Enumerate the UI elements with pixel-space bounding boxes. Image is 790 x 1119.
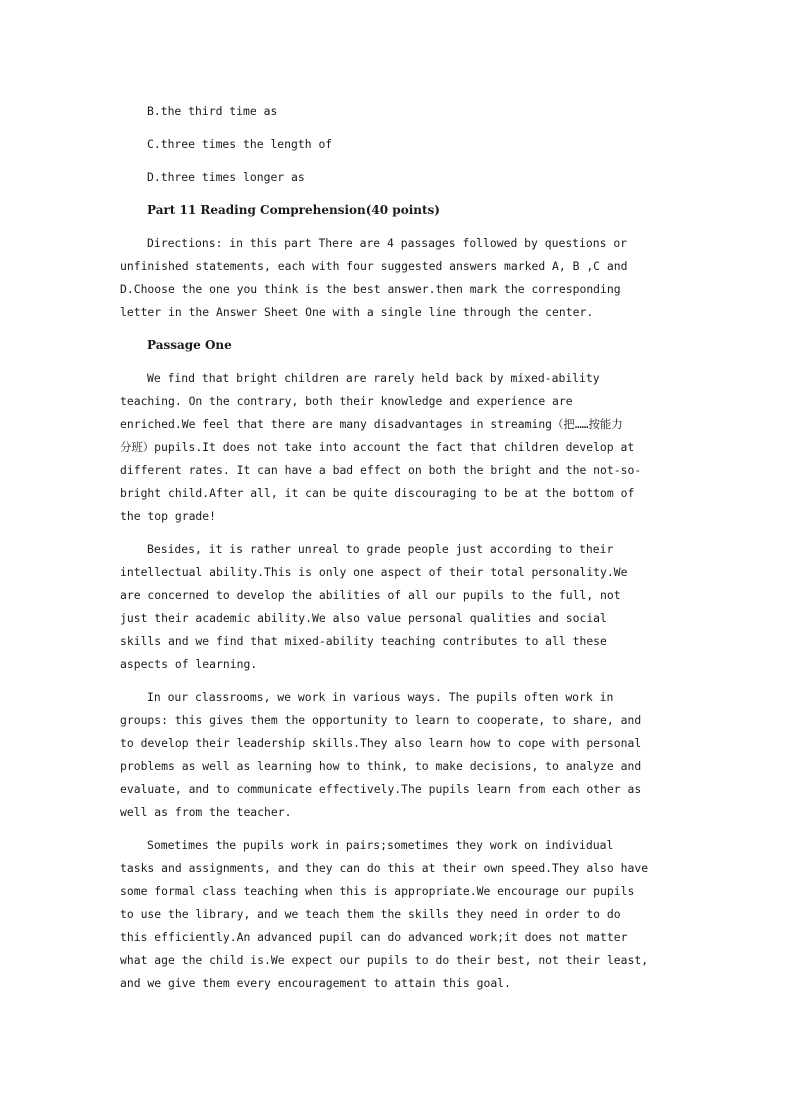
paragraph-line: bright child.After all, it can be quite discouraging to be at the bottom of bbox=[120, 486, 635, 500]
paragraph-line: just their academic ability.We also value personal qualities and social bbox=[120, 611, 607, 625]
paragraph-line: and we give them every encouragement to attain this goal. bbox=[120, 976, 511, 990]
paragraph-line: well as from the teacher. bbox=[120, 805, 292, 819]
paragraph-line: are concerned to develop the abilities of all our pupils to the full, not bbox=[120, 588, 621, 602]
paragraph-line: We find that bright children are rarely held back by mixed-ability bbox=[147, 371, 600, 385]
option-d: D.three times longer as bbox=[147, 170, 305, 184]
passage-paragraph-3 bbox=[120, 686, 665, 824]
paragraph-line: some formal class teaching when this is appropriate.We encourage our pupils bbox=[120, 884, 635, 898]
directions-line: unfinished statements, each with four suggested answers marked A, B ,C and bbox=[120, 259, 628, 273]
paragraph-line: aspects of learning. bbox=[120, 657, 258, 671]
paragraph-line: tasks and assignments, and they can do this at their own speed.They also have bbox=[120, 861, 649, 875]
passage-paragraph-1 bbox=[120, 367, 665, 528]
paragraph-line: what age the child is.We expect our pupils to do their best, not their least, bbox=[120, 953, 649, 967]
paragraph-line: groups: this gives them the opportunity to learn to cooperate, to share, and bbox=[120, 713, 642, 727]
directions-line: Directions: in this part There are 4 passages followed by questions or bbox=[147, 236, 628, 250]
part-heading: Part 11 Reading Comprehension(40 points) bbox=[147, 203, 440, 217]
directions-line: D.Choose the one you think is the best answer.then mark the corresponding bbox=[120, 282, 621, 296]
option-c: C.three times the length of bbox=[147, 137, 333, 151]
paragraph-line: 分班）pupils.It does not take into account the fact that children develop at bbox=[120, 440, 635, 454]
directions-paragraph bbox=[120, 232, 665, 324]
paragraph-line: skills and we find that mixed-ability teaching contributes to all these bbox=[120, 634, 607, 648]
paragraph-line: In our classrooms, we work in various ways. The pupils often work in bbox=[147, 690, 614, 704]
paragraph-line: Besides, it is rather unreal to grade people just according to their bbox=[147, 542, 614, 556]
passage-paragraph-2 bbox=[120, 538, 665, 676]
paragraph-line: evaluate, and to communicate effectively.The pupils learn from each other as bbox=[120, 782, 642, 796]
paragraph-line: to use the library, and we teach them the skills they need in order to do bbox=[120, 907, 621, 921]
paragraph-line: the top grade! bbox=[120, 509, 217, 523]
paragraph-line: to develop their leadership skills.They also learn how to cope with personal bbox=[120, 736, 642, 750]
answer-options bbox=[120, 100, 665, 189]
option-b: B.the third time as bbox=[147, 104, 278, 118]
document-page bbox=[120, 100, 665, 1005]
paragraph-line: enriched.We feel that there are many disadvantages in streaming（把……按能力 bbox=[120, 417, 623, 431]
paragraph-line: intellectual ability.This is only one aspect of their total personality.We bbox=[120, 565, 628, 579]
passage-paragraph-4 bbox=[120, 834, 665, 995]
paragraph-line: this efficiently.An advanced pupil can do advanced work;it does not matter bbox=[120, 930, 628, 944]
passage-heading: Passage One bbox=[147, 338, 232, 352]
paragraph-line: problems as well as learning how to think, to make decisions, to analyze and bbox=[120, 759, 642, 773]
directions-line: letter in the Answer Sheet One with a single line through the center. bbox=[120, 305, 594, 319]
paragraph-line: different rates. It can have a bad effect on both the bright and the not-so- bbox=[120, 463, 642, 477]
paragraph-line: Sometimes the pupils work in pairs;sometimes they work on individual bbox=[147, 838, 614, 852]
paragraph-line: teaching. On the contrary, both their knowledge and experience are bbox=[120, 394, 573, 408]
